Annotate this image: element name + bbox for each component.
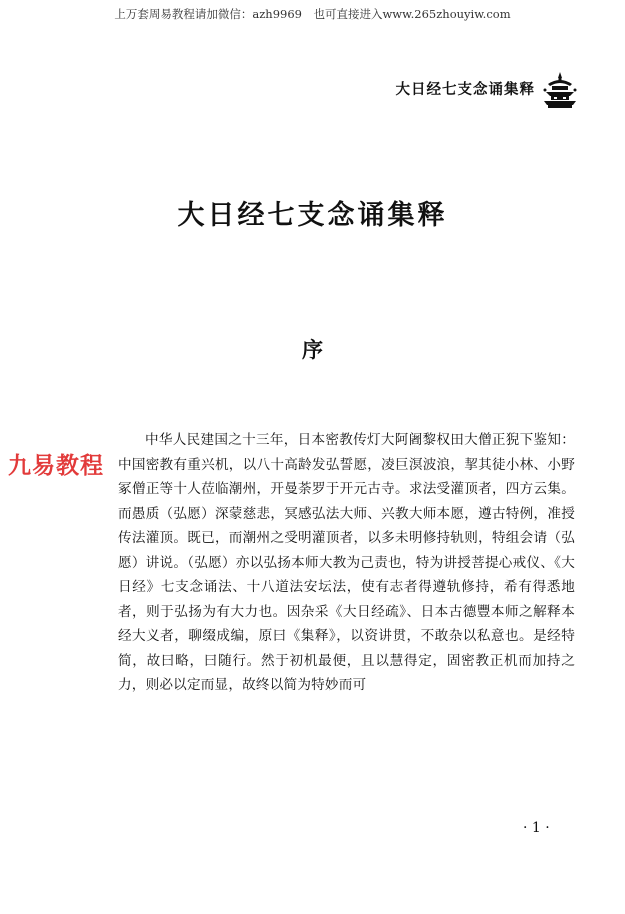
preface-paragraph: 中华人民建国之十三年，日本密教传灯大阿阇黎权田大僧正猊下鉴知：中国密教有重兴机，以八十高龄发弘誓愿，凌巨溟波浪，挈其徒小林、小野冢僧正等十人莅临潮州，开曼荼罗于开元古寺。求法受灌顶者，四方云集。而愚质（弘愿）深蒙慈悲，冥感弘法大师、兴教大师本愿，遵古特例，准授传法灌顶。既已，而潮州之受明灌顶者，以多未明修持轨则，特组会请（弘愿）讲说。（弘愿）亦以弘扬本师大教为己责也，特为讲授菩提心戒仪、《大日经》七支念诵法、十八道法安坛法，使有志者得遵轨修持，希有得悉地者，则于弘扬为有大力也。因杂采《大日经疏》、日本古德豐本师之解释本经大义者，聊缀成编，原曰《集释》，以资讲贯，不敢杂以私意也。是经特简，故曰略，曰随行。然于初机最便，且以慧得定，固密教正机而加持之力，则必以定而显，故终以简为特妙而可 bbox=[118, 432, 575, 693]
brand-watermark: 九易教程 bbox=[8, 453, 104, 479]
section-title: 序 bbox=[302, 338, 323, 362]
running-header: 大日经七支念诵集释 bbox=[395, 82, 535, 98]
book-title: 大日经七支念诵集释 bbox=[177, 200, 448, 231]
stupa-ornament-icon bbox=[540, 70, 580, 110]
top-watermark-text: 上万套周易教程请加微信：azh9969 也可直接进入www.265zhouyiw.com bbox=[114, 7, 511, 21]
page-number: · 1 · bbox=[523, 820, 550, 836]
